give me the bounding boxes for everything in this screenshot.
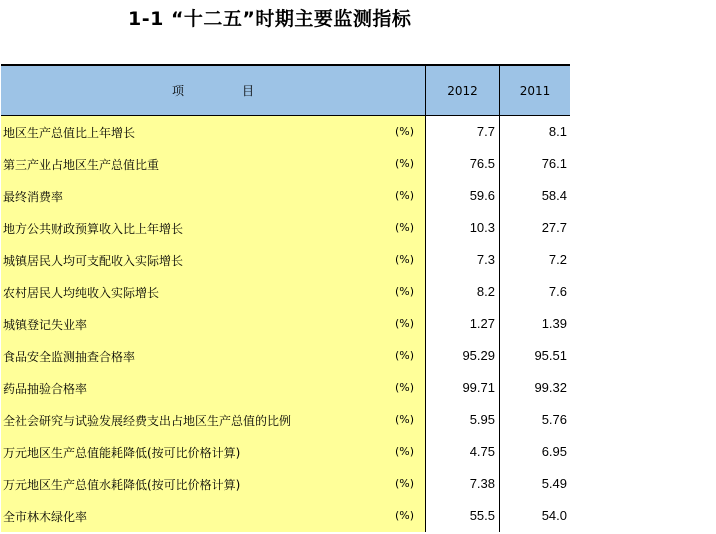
table-row: [1, 308, 570, 340]
value-2012: 59.6: [425, 180, 499, 212]
table-row: [1, 340, 570, 372]
header-item-label-2: 目: [242, 84, 255, 98]
row-unit: (%): [395, 413, 415, 426]
value-2012: 99.71: [425, 372, 499, 404]
row-label: 药品抽验合格率: [3, 382, 88, 396]
value-2012: 55.5: [425, 500, 499, 532]
row-label: 万元地区生产总值能耗降低(按可比价格计算): [3, 446, 241, 460]
value-2011: 7.2: [499, 244, 570, 276]
row-label: 城镇登记失业率: [3, 318, 88, 332]
value-2012: 7.38: [425, 468, 499, 500]
header-2012: 2012: [425, 66, 499, 115]
row-label: 第三产业占地区生产总值比重: [3, 158, 160, 172]
row-name-cell: [1, 500, 425, 532]
row-name-cell: [1, 212, 425, 244]
table-row: [1, 372, 570, 404]
row-unit: (%): [395, 509, 415, 522]
value-2012: 95.29: [425, 340, 499, 372]
value-2011: 58.4: [499, 180, 570, 212]
row-unit: (%): [395, 125, 415, 138]
row-label: 全市林木绿化率: [3, 510, 88, 524]
row-name-cell: [1, 404, 425, 436]
row-unit: (%): [395, 317, 415, 330]
table-row: [1, 180, 570, 212]
row-name-cell: [1, 308, 425, 340]
row-label: 万元地区生产总值水耗降低(按可比价格计算): [3, 478, 241, 492]
header-2011: 2011: [499, 66, 570, 115]
row-unit: (%): [395, 445, 415, 458]
row-label: 农村居民人均纯收入实际增长: [3, 286, 160, 300]
table-row: [1, 404, 570, 436]
row-name-cell: [1, 436, 425, 468]
row-label: 全社会研究与试验发展经费支出占地区生产总值的比例: [3, 414, 292, 428]
value-2012: 4.75: [425, 436, 499, 468]
value-2012: 5.95: [425, 404, 499, 436]
row-name-cell: [1, 180, 425, 212]
value-2011: 95.51: [499, 340, 570, 372]
row-name-cell: [1, 148, 425, 180]
table-row: [1, 276, 570, 308]
table-row: [1, 436, 570, 468]
row-unit: (%): [395, 253, 415, 266]
table-header: [1, 64, 570, 116]
value-2012: 10.3: [425, 212, 499, 244]
value-2011: 99.32: [499, 372, 570, 404]
page-title: 1-1 “十二五”时期主要监测指标: [128, 8, 412, 30]
table-row: [1, 468, 570, 500]
header-item-label-1: 项: [171, 84, 184, 98]
indicator-table: [1, 64, 570, 534]
row-unit: (%): [395, 349, 415, 362]
row-label: 地方公共财政预算收入比上年增长: [3, 222, 184, 236]
value-2011: 6.95: [499, 436, 570, 468]
row-label: 食品安全监测抽查合格率: [3, 350, 136, 364]
row-unit: (%): [395, 221, 415, 234]
row-unit: (%): [395, 477, 415, 490]
value-2011: 7.6: [499, 276, 570, 308]
table-row: [1, 500, 570, 532]
row-name-cell: [1, 340, 425, 372]
row-name-cell: [1, 372, 425, 404]
value-2011: 54.0: [499, 500, 570, 532]
value-2011: 5.49: [499, 468, 570, 500]
value-2012: 76.5: [425, 148, 499, 180]
row-unit: (%): [395, 285, 415, 298]
header-item: [1, 66, 425, 115]
row-unit: (%): [395, 381, 415, 394]
value-2012: 8.2: [425, 276, 499, 308]
value-2011: 76.1: [499, 148, 570, 180]
table-row: [1, 212, 570, 244]
row-unit: (%): [395, 189, 415, 202]
row-name-cell: [1, 276, 425, 308]
row-label: 城镇居民人均可支配收入实际增长: [3, 254, 184, 268]
value-2012: 1.27: [425, 308, 499, 340]
table-row: [1, 244, 570, 276]
table-row: [1, 116, 570, 148]
value-2012: 7.3: [425, 244, 499, 276]
row-label: 地区生产总值比上年增长: [3, 126, 136, 140]
row-name-cell: [1, 468, 425, 500]
table-body: [1, 116, 570, 532]
row-label: 最终消费率: [3, 190, 64, 204]
table-row: [1, 148, 570, 180]
value-2011: 27.7: [499, 212, 570, 244]
value-2012: 7.7: [425, 116, 499, 148]
row-name-cell: [1, 244, 425, 276]
row-name-cell: [1, 116, 425, 148]
row-unit: (%): [395, 157, 415, 170]
value-2011: 5.76: [499, 404, 570, 436]
value-2011: 1.39: [499, 308, 570, 340]
value-2011: 8.1: [499, 116, 570, 148]
